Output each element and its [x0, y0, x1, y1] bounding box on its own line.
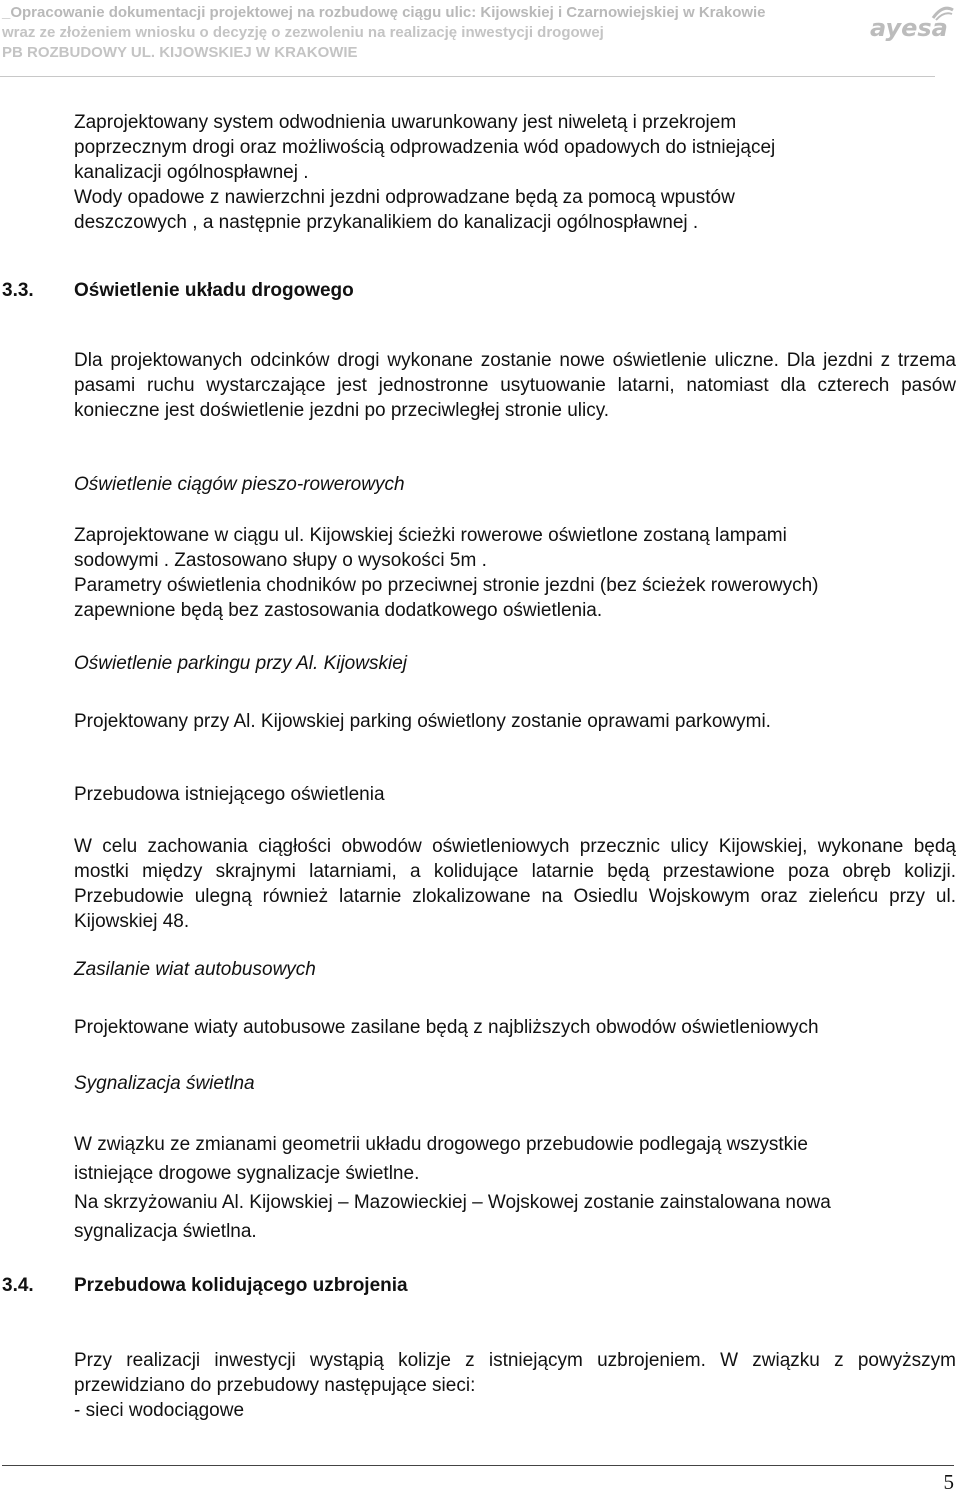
lighting-paragraph: Dla projektowanych odcinków drogi wykonane zostanie nowe oświetlenie uliczne. Dla jezdni z trzema pasami ruchu wystarczające jest jednostronne usytuowanie latarni, natomiast dla czterech pasów konieczne jest doświetlenie jezdni po przeciwległej stronie ulicy. — [74, 350, 956, 421]
pedestrian-lighting-paragraph — [74, 523, 956, 623]
text-line: istniejące drogowe sygnalizacje świetlne. — [74, 1163, 420, 1184]
list-item: - sieci wodociągowe — [74, 1400, 245, 1421]
utilities-paragraph: Przy realizacji inwestycji wystąpią kolizje z istniejącym uzbrojeniem. W związku z powyższym przewidziano do przebudowy następujące sieci: — [74, 1350, 956, 1396]
subheading-parking-lighting: Oświetlenie parkingu przy Al. Kijowskiej — [74, 653, 407, 674]
text-line: Wody opadowe z nawierzchni jezdni odprowadzane będą za pomocą wpustów — [74, 187, 735, 208]
text-line: sygnalizacja świetlna. — [74, 1221, 257, 1242]
drainage-paragraph — [74, 110, 956, 235]
section-number: 3.3. — [2, 280, 34, 301]
lighting-rebuild-paragraph — [74, 834, 956, 934]
section-number: 3.4. — [2, 1275, 34, 1296]
logo-text: ayesa — [870, 14, 948, 42]
subheading-lighting-rebuild: Przebudowa istniejącego oświetlenia — [74, 784, 385, 805]
subheading-bus-shelter-power: Zasilanie wiat autobusowych — [74, 959, 316, 980]
header-project-subtitle: wraz ze złożeniem wniosku o decyzję o zezwoleniu na realizację inwestycji drogowej — [2, 24, 604, 41]
header-document-name: PB ROZBUDOWY UL. KIJOWSKIEJ W KRAKOWIE — [2, 44, 358, 61]
parking-lighting-text: Projektowany przy Al. Kijowskiej parking oświetlony zostanie oprawami parkowymi. — [74, 711, 771, 732]
text-line: kanalizacji ogólnospławnej . — [74, 162, 309, 183]
bus-shelter-power-text: Projektowane wiaty autobusowe zasilane będą z najbliższych obwodów oświetleniowych — [74, 1017, 819, 1038]
header-rule — [0, 76, 935, 77]
ayesa-logo-icon — [930, 2, 956, 22]
lighting-rebuild-text: W celu zachowania ciągłości obwodów oświetleniowych przecznic ulicy Kijowskiej, wykonane będą mostki między skrajnymi latarniami, a kolidujące latarnie będą przestawione poza obręb kolizji. Przebudowie ulegną również latarnie zlokalizowane na Osiedlu Wojskowym oraz zieleńcu przy ul. Kijowskiej 48. — [74, 836, 956, 932]
text-line: Parametry oświetlenia chodników po przeciwnej stronie jezdni (bez ścieżek rowerowych) — [74, 575, 819, 596]
header-project-title: _Opracowanie dokumentacji projektowej na rozbudowę ciągu ulic: Kijowskiej i Czarnowiejskiej w Krakowie — [2, 4, 766, 21]
text-line: W związku ze zmianami geometrii układu drogowego przebudowie podlegają wszystkie — [74, 1134, 808, 1155]
page-header — [0, 0, 960, 80]
traffic-signals-paragraph — [74, 1130, 956, 1246]
text-line: Zaprojektowane w ciągu ul. Kijowskiej ścieżki rowerowe oświetlone zostaną lampami — [74, 525, 787, 546]
text-line: Na skrzyżowaniu Al. Kijowskiej – Mazowieckiej – Wojskowej zostanie zainstalowana nowa — [74, 1192, 831, 1213]
text-line: zapewnione będą bez zastosowania dodatkowego oświetlenia. — [74, 600, 603, 621]
footer-rule — [2, 1465, 954, 1466]
text-line: sodowymi . Zastosowano słupy o wysokości 5m . — [74, 550, 487, 571]
subheading-traffic-signals: Sygnalizacja świetlna — [74, 1073, 255, 1094]
text-line: deszczowych , a następnie przykanalikiem do kanalizacji ogólnospławnej . — [74, 212, 699, 233]
section-heading: Oświetlenie układu drogowego — [74, 280, 354, 301]
text-line: Zaprojektowany system odwodnienia uwarunkowany jest niweletą i przekrojem — [74, 112, 737, 133]
subheading-pedestrian-lighting: Oświetlenie ciągów pieszo-rowerowych — [74, 474, 405, 495]
section-heading: Przebudowa kolidującego uzbrojenia — [74, 1275, 408, 1296]
ayesa-logo — [866, 2, 958, 40]
page-number: 5 — [943, 1470, 954, 1494]
text-line: poprzecznym drogi oraz możliwością odprowadzenia wód opadowych do istniejącej — [74, 137, 776, 158]
